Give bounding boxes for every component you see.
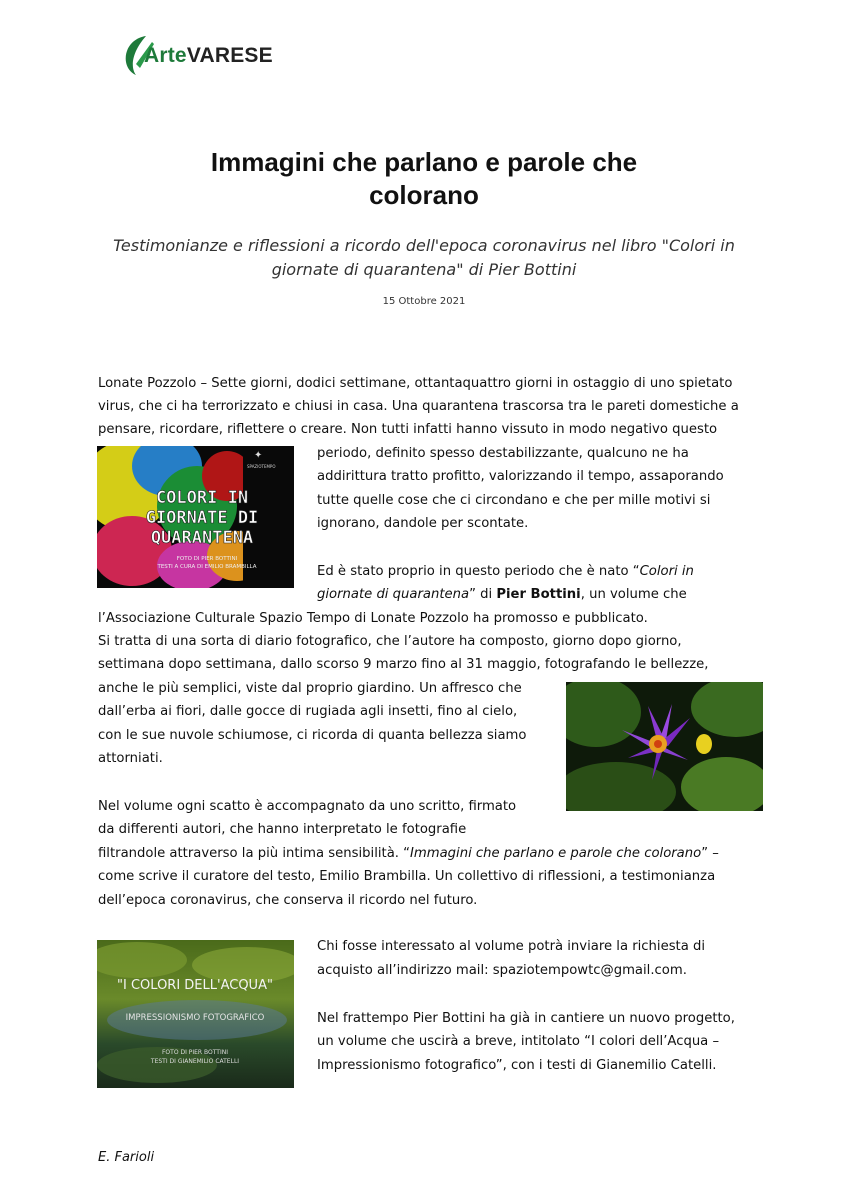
cover-title-line: QUARANTENA (150, 528, 254, 548)
body-line: addirittura tratto profitto, valorizzando il tempo, assaporando (317, 469, 724, 484)
acqua-book-cover-image (97, 940, 294, 1088)
body-line: Si tratta di una sorta di diario fotografico, che l’autore ha composto, giorno dopo giorno, (98, 634, 682, 649)
body-line: Lonate Pozzolo – Sette giorni, dodici settimane, ottantaquattro giorni in ostaggio di uno spietato (98, 376, 733, 391)
article-author: E. Farioli (98, 1150, 155, 1165)
body-line: un volume che uscirà a breve, intitolato “I colori dell’Acqua – (317, 1034, 720, 1049)
site-logo[interactable] (122, 34, 332, 76)
publication-date: 15 Ottobre 2021 (382, 296, 466, 307)
body-line: pensare, ricordare, riflettere o creare. Non tutti infatti hanno vissuto in modo negativo questo (98, 422, 718, 437)
body-line: dall’erba ai fiori, dalle gocce di rugiada agli insetti, fino al cielo, (98, 704, 518, 719)
logo-wordmark: ArteVARESE (144, 44, 273, 67)
body-line: Ed è stato proprio in questo periodo che è nato “Colori in (317, 564, 694, 579)
svg-text:FOTO DI PIER BOTTINI: FOTO DI PIER BOTTINI (161, 1049, 229, 1056)
svg-text:TESTI DI GIANEMILIO CATELLI: TESTI DI GIANEMILIO CATELLI (150, 1058, 240, 1065)
body-line: l’Associazione Culturale Spazio Tempo di Lonate Pozzolo ha promosso e pubblicato. (98, 611, 648, 626)
body-line: come scrive il curatore del testo, Emilio Brambilla. Un collettivo di riflessioni, a testimonianza (98, 869, 716, 884)
water-lily-photo (566, 682, 763, 811)
body-line: giornate di quarantena” di Pier Bottini, un volume che (317, 587, 687, 602)
body-line: settimana dopo settimana, dallo scorso 9 marzo fino al 31 maggio, fotografando le bellezze, (98, 657, 709, 672)
body-line: filtrandole attraverso la più intima sensibilità. “Immagini che parlano e parole che colorano” – (98, 846, 719, 861)
body-line: anche le più semplici, viste dal proprio giardino. Un affresco che (98, 681, 522, 696)
body-line: Nel volume ogni scatto è accompagnato da uno scritto, firmato (98, 799, 517, 814)
body-line: attorniati. (98, 751, 163, 766)
body-line: periodo, definito spesso destabilizzante, qualcuno ne ha (317, 446, 689, 461)
body-line: tutte quelle cose che ci circondano e che per mille motivi si (317, 493, 711, 508)
cover-title-line: COLORI IN (155, 488, 249, 508)
body-line: da differenti autori, che hanno interpretato le fotografie (98, 822, 467, 837)
article-subtitle: Testimonianze e riflessioni a ricordo dell'epoca coronavirus nel libro "Colori in giornate di quarantena" di Pier Bottini (113, 236, 735, 279)
cover-title-line: GIORNATE DI (145, 508, 259, 528)
svg-text:SPAZIOTEMPO: SPAZIOTEMPO (247, 464, 276, 469)
book-cover-image (97, 446, 294, 588)
body-line: virus, che ci ha terrorizzato e chiusi in casa. Una quarantena trascorsa tra le pareti domestiche a (98, 399, 739, 414)
body-line: Nel frattempo Pier Bottini ha già in cantiere un nuovo progetto, (317, 1011, 735, 1026)
body-line: Impressionismo fotografico”, con i testi di Gianemilio Catelli. (317, 1058, 717, 1073)
cover-subtitle-line: IMPRESSIONISMO FOTOGRAFICO (125, 1013, 265, 1023)
svg-text:FOTO DI PIER BOTTINI: FOTO DI PIER BOTTINI (176, 556, 238, 562)
body-line: Chi fosse interessato al volume potrà inviare la richiesta di (317, 939, 706, 954)
svg-text:✦: ✦ (254, 450, 263, 461)
cover-title-line: "I COLORI DELL'ACQUA" (117, 978, 273, 993)
svg-text:TESTI A CURA DI EMILIO BRAMBIL: TESTI A CURA DI EMILIO BRAMBILLA (157, 564, 257, 570)
body-line: acquisto all’indirizzo mail: spaziotempowtc@gmail.com. (317, 963, 687, 978)
article-title: Immagini che parlano e parole che colorano (210, 147, 638, 210)
body-line: ignorano, dandole per scontate. (317, 516, 529, 531)
body-line: dell’epoca coronavirus, che conserva il ricordo nel futuro. (98, 893, 478, 908)
body-line: con le sue nuvole schiumose, ci ricorda di quanta bellezza siamo (98, 728, 527, 743)
